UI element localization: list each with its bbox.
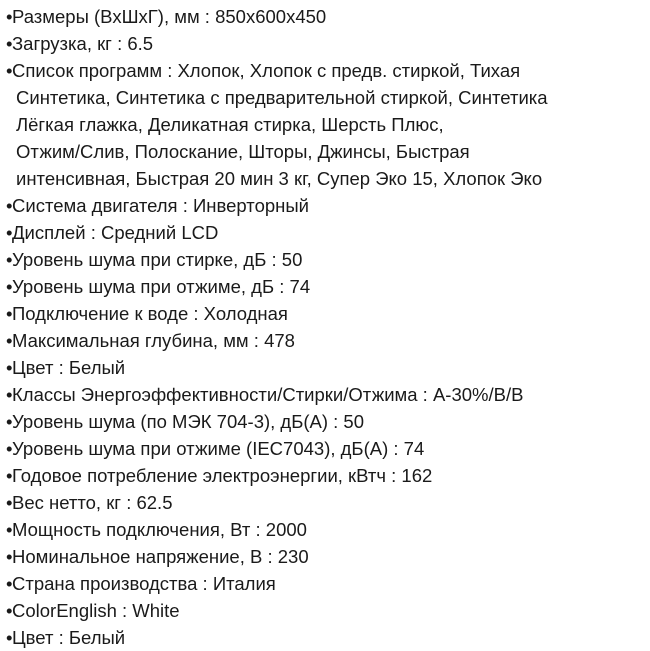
bullet: •: [6, 627, 13, 648]
spec-text: Годовое потребление электроэнергии, кВтч : 162: [12, 465, 433, 486]
spec-motor: [6, 192, 646, 219]
spec-text: Список программ : Хлопок, Хлопок с предв. стиркой, Тихая: [12, 60, 521, 81]
spec-max-depth: [6, 327, 646, 354]
spec-power: [6, 516, 646, 543]
spec-country: [6, 570, 646, 597]
bullet: •: [6, 276, 13, 297]
spec-text: Страна производства : Италия: [12, 573, 276, 594]
spec-text: Уровень шума при стирке, дБ : 50: [12, 249, 303, 270]
bullet: •: [6, 438, 13, 459]
spec-text: Размеры (ВхШхГ), мм : 850x600x450: [12, 6, 327, 27]
spec-text: Максимальная глубина, мм : 478: [12, 330, 295, 351]
spec-color: [6, 354, 646, 381]
spec-color-2: [6, 624, 646, 651]
spec-display: [6, 219, 646, 246]
bullet: •: [6, 6, 13, 27]
spec-text: Подключение к воде : Холодная: [12, 303, 288, 324]
spec-text: Цвет : Белый: [12, 627, 126, 648]
spec-text: Уровень шума при отжиме, дБ : 74: [12, 276, 311, 297]
spec-noise-iec: [6, 435, 646, 462]
bullet: •: [6, 303, 13, 324]
spec-wash-noise: [6, 246, 646, 273]
bullet: •: [6, 384, 13, 405]
bullet: •: [6, 492, 13, 513]
spec-text: Уровень шума (по МЭК 704-3), дБ(А) : 50: [12, 411, 365, 432]
spec-load: [6, 30, 646, 57]
spec-text: ColorEnglish : White: [12, 600, 180, 621]
spec-text: Классы Энергоэффективности/Стирки/Отжима : A-30%/B/B: [12, 384, 524, 405]
spec-text: Номинальное напряжение, В : 230: [12, 546, 309, 567]
bullet: •: [6, 33, 13, 54]
spec-text: Система двигателя : Инверторный: [12, 195, 309, 216]
spec-programs-cont: Отжим/Слив, Полоскание, Шторы, Джинсы, Быстрая: [16, 141, 470, 162]
spec-programs: [6, 57, 646, 84]
spec-text: Вес нетто, кг : 62.5: [12, 492, 173, 513]
spec-noise-mek: [6, 408, 646, 435]
bullet: •: [6, 60, 13, 81]
spec-color-english: [6, 597, 646, 624]
spec-text: Загрузка, кг : 6.5: [12, 33, 154, 54]
bullet: •: [6, 600, 13, 621]
bullet: •: [6, 519, 13, 540]
spec-energy-classes: [6, 381, 646, 408]
bullet: •: [6, 573, 13, 594]
spec-sheet: [6, 3, 646, 651]
spec-annual-energy: [6, 462, 646, 489]
spec-text: Дисплей : Средний LCD: [12, 222, 219, 243]
spec-net-weight: [6, 489, 646, 516]
bullet: •: [6, 249, 13, 270]
spec-spin-noise: [6, 273, 646, 300]
bullet: •: [6, 330, 13, 351]
spec-programs-cont: Синтетика, Синтетика с предварительной стиркой, Синтетика: [16, 87, 548, 108]
spec-text: Уровень шума при отжиме (IEC7043), дБ(А) : 74: [12, 438, 425, 459]
bullet: •: [6, 357, 13, 378]
spec-programs-cont: Лёгкая глажка, Деликатная стирка, Шерсть Плюс,: [16, 114, 444, 135]
bullet: •: [6, 195, 13, 216]
spec-text: Цвет : Белый: [12, 357, 126, 378]
spec-programs-cont: интенсивная, Быстрая 20 мин 3 кг, Супер Эко 15, Хлопок Эко: [16, 168, 543, 189]
bullet: •: [6, 546, 13, 567]
spec-dimensions: [6, 3, 646, 30]
bullet: •: [6, 222, 13, 243]
bullet: •: [6, 411, 13, 432]
bullet: •: [6, 465, 13, 486]
spec-water: [6, 300, 646, 327]
spec-text: Мощность подключения, Вт : 2000: [12, 519, 307, 540]
spec-voltage: [6, 543, 646, 570]
